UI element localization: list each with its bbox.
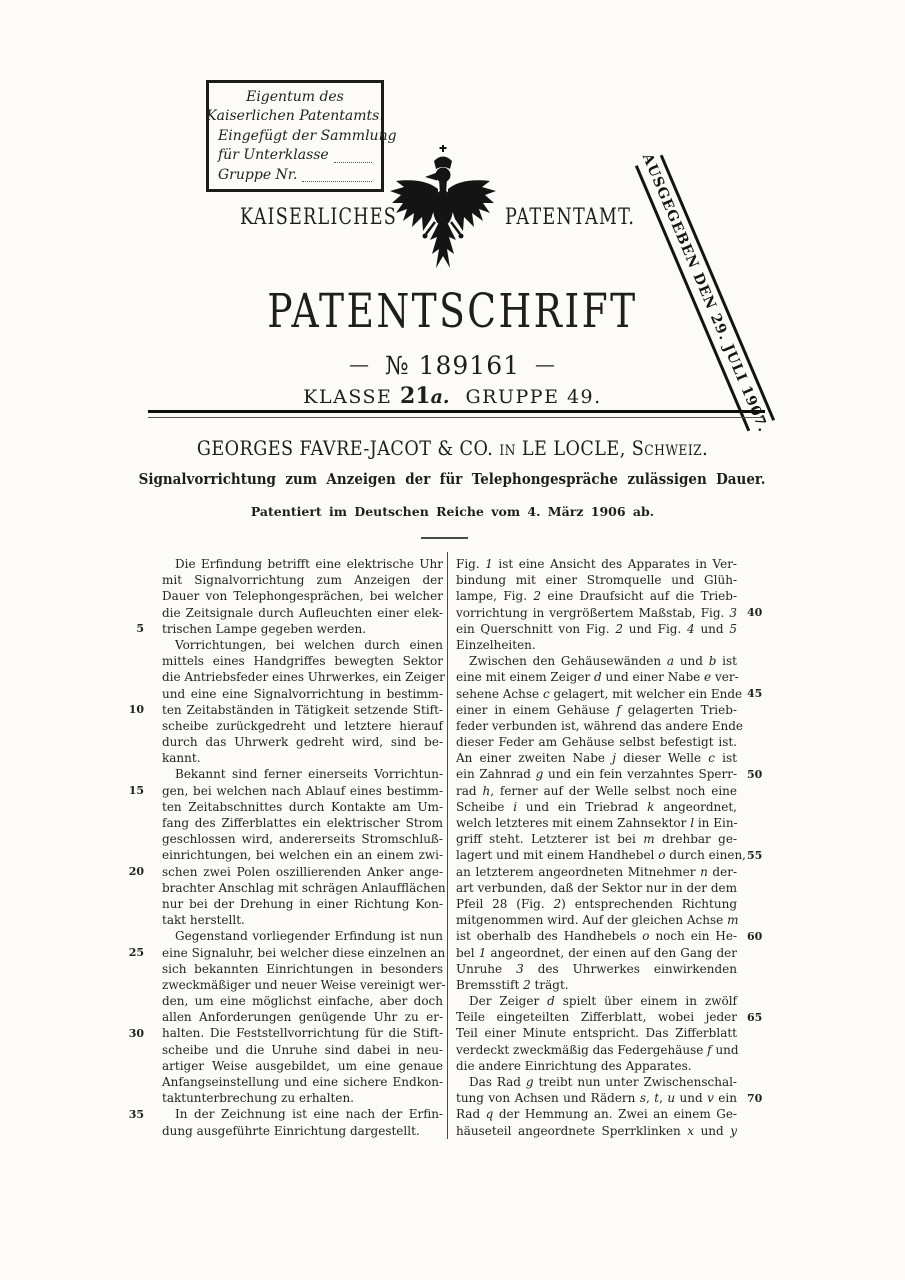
text-line: nur bei der Drehung in einer Richtung Kon- <box>162 896 443 911</box>
text-line: und eine eine Signalvorrichtung in bestimm- <box>162 686 443 701</box>
invention-title: Signalvorrichtung zum Anzeigen der für Telephongespräche zulässigen Dauer. <box>139 471 766 488</box>
text-line: ten Zeitabschnittes durch Kontakte am Um- <box>162 799 443 814</box>
text-line: gen, bei welchen nach Ablauf eines bestimm- <box>162 783 443 798</box>
right-column-text <box>456 556 746 1139</box>
text-line: einer in einem Gehäuse f gelagerten Trieb- <box>456 702 737 717</box>
text-line: Teil einer Minute entspricht. Das Zifferblatt <box>456 1026 737 1041</box>
text-line: Der Zeiger d spielt über einem in zwölf <box>469 994 738 1009</box>
klasse-label: KLASSE <box>303 386 393 408</box>
dotted-fill-line <box>334 162 372 163</box>
column-divider <box>447 552 448 1139</box>
text-line: taktunterbrechung zu erhalten. <box>162 1091 354 1106</box>
text-line: ein Querschnitt von Fig. 2 und Fig. 4 und 5 <box>456 621 737 636</box>
text-line: an letzterem angeordneten Mitnehmer n der- <box>456 864 737 879</box>
dotted-fill-line <box>302 181 372 182</box>
text-line: die Zeitsignale durch Aufleuchten einer elek- <box>162 605 443 620</box>
line-number: 45 <box>747 686 763 700</box>
line-number: 50 <box>747 767 763 781</box>
dash-right: — <box>535 352 557 376</box>
ownership-stamp-lines <box>206 88 397 185</box>
text-line: dieser Feder am Gehäuse selbst befestigt ist. <box>456 735 737 750</box>
line-number: 30 <box>128 1026 144 1040</box>
applicant-name: GEORGES FAVRE-JACOT & CO. <box>196 436 494 460</box>
text-line: Scheibe i und ein Triebrad k angeordnet, <box>456 799 737 814</box>
klasse-suffix: a. <box>430 386 450 408</box>
text-line: mittels eines Handgriffes bewegten Sektor <box>162 654 443 669</box>
text-line: allen Anforderungen genügende Uhr zu er- <box>162 1010 443 1025</box>
text-line: bel 1 angeordnet, der einen auf den Gang der <box>456 945 738 960</box>
text-line: scheibe zurückgedreht und letztere hierauf <box>162 718 443 733</box>
stamp-text-line: für Unterklasse <box>218 146 372 165</box>
line-number: 10 <box>128 702 144 716</box>
text-line: sich bekannten Einrichtungen in besonders <box>162 961 443 976</box>
text-line: eine Signaluhr, bei welcher diese einzelnen an <box>162 945 446 960</box>
patent-number-line <box>0 351 905 380</box>
text-line: brachter Anschlag mit schrägen Anlaufflächen <box>162 880 446 895</box>
text-line: ten Zeitabständen in Tätigkeit setzende Stift- <box>162 702 443 717</box>
class-group-line <box>0 383 905 409</box>
text-line: geschlossen wird, andererseits Stromschluß- <box>162 832 443 847</box>
text-line: mit Signalvorrichtung zum Anzeigen der <box>162 573 443 588</box>
text-line: Vorrichtungen, bei welchen durch einen <box>175 637 443 652</box>
issue-date-text: AUSGEGEBEN DEN 29. JULI 1907. <box>638 151 772 435</box>
text-line: sehene Achse c gelagert, mit welcher ein Ende <box>456 686 743 701</box>
patent-date-note: Patentiert im Deutschen Reiche vom 4. März 1906 ab. <box>250 504 655 519</box>
section-divider-dash <box>421 537 468 539</box>
right-line-numbers <box>747 556 779 1140</box>
text-line: zweckmäßiger und neuer Weise vereinigt wer- <box>162 977 446 992</box>
line-number: 5 <box>136 621 144 635</box>
text-line: Bremsstift 2 trägt. <box>456 977 569 992</box>
text-line: eine mit einem Zeiger d und einer Nabe e ver- <box>456 670 739 685</box>
dash-left: — <box>348 352 370 376</box>
text-line: dung ausgeführte Einrichtung dargestellt. <box>162 1123 420 1138</box>
line-number: 40 <box>747 605 763 619</box>
text-line: feder verbunden ist, während das andere Ende <box>456 718 744 733</box>
text-line: einrichtungen, bei welchen ein an einem zwi- <box>162 848 443 863</box>
gruppe-label: GRUPPE 49. <box>465 386 602 408</box>
imperial-eagle-icon <box>388 144 498 296</box>
text-line: artiger Weise ausgebildet, um eine genaue <box>162 1058 443 1073</box>
applicant-line <box>0 436 905 460</box>
text-line: häuseteil angeordnete Sperrklinken x und y <box>456 1123 737 1138</box>
text-line: welch letzteres mit einem Zahnsektor l in Ein- <box>456 816 738 830</box>
text-line: halten. Die Feststellvorrichtung für die Stift- <box>162 1026 443 1041</box>
text-line: Anfangseinstellung und eine sichere Endkon- <box>162 1075 443 1089</box>
header-right-label: PATENTAMT. <box>505 205 636 230</box>
text-line: bindung mit einer Stromquelle und Glüh- <box>456 573 737 588</box>
stamp-text-line: Eingefügt der Sammlung <box>218 127 397 144</box>
stamp-text-line: Kaiserlichen Patentamts. <box>206 108 384 125</box>
text-line: lampe, Fig. 2 eine Draufsicht auf die Trieb- <box>456 589 737 604</box>
text-line: tung von Achsen und Rädern s, t, u und v ein <box>456 1091 737 1106</box>
text-line: scheibe und die Unruhe sind dabei in neu- <box>162 1042 443 1057</box>
text-line: griff steht. Letzterer ist bei m drehbar ge- <box>456 832 737 847</box>
text-line: lagert und mit einem Handhebel o durch einen, <box>456 848 746 863</box>
text-line: die andere Einrichtung des Apparates. <box>456 1058 692 1073</box>
text-line: art verbunden, daß der Sektor nur in der dem <box>456 880 737 895</box>
text-line: ein Zahnrad g und ein fein verzahntes Sperr- <box>456 767 738 782</box>
header-right-text <box>505 205 668 230</box>
line-number: 20 <box>128 864 144 878</box>
text-line: den, um eine möglichst einfache, aber doch <box>162 994 443 1009</box>
text-line: Dauer von Telephongesprächen, bei welcher <box>162 589 443 604</box>
text-line: Fig. 1 ist eine Ansicht des Apparates in Ver- <box>456 557 737 571</box>
text-line: takt herstellt. <box>162 913 245 928</box>
text-line: verdeckt zweckmäßig das Federgehäuse f und <box>456 1042 739 1057</box>
line-number: 55 <box>747 848 763 862</box>
applicant-connector: in <box>499 436 516 460</box>
text-line: vorrichtung in vergrößertem Maßstab, Fig. 3 <box>456 605 737 620</box>
text-line: Zwischen den Gehäusewänden a und b ist <box>469 654 737 669</box>
text-line: die Antriebsfeder eines Uhrwerkes, ein Zeiger <box>162 670 445 685</box>
text-line: Einzelheiten. <box>456 637 536 652</box>
stamp-text-line: Gruppe Nr. <box>218 166 372 185</box>
text-line: Die Erfindung betrifft eine elektrische Uhr <box>175 557 443 571</box>
text-line: fang des Zifferblattes ein elektrischer Strom <box>162 816 443 830</box>
line-number: 35 <box>128 1107 144 1121</box>
text-line: trischen Lampe gegeben werden. <box>162 621 367 636</box>
header-left-label: KAISERLICHES <box>240 205 398 230</box>
text-line: Pfeil 28 (Fig. 2) entsprechenden Richtung <box>456 896 737 911</box>
applicant-place: LE LOCLE, <box>521 436 626 460</box>
text-line: Das Rad g treibt nun unter Zwischenschal- <box>469 1075 737 1089</box>
text-line: Unruhe 3 des Uhrwerkes einwirkenden <box>456 961 737 976</box>
line-number: 25 <box>128 945 144 959</box>
klasse-value: 21 <box>399 383 431 409</box>
text-line: kannt. <box>162 751 201 766</box>
ownership-stamp-box <box>206 80 397 192</box>
header-rule <box>148 410 765 418</box>
left-line-numbers <box>112 556 144 1140</box>
text-line: An einer zweiten Nabe j dieser Welle c ist <box>456 751 737 766</box>
left-column-text <box>162 556 446 1139</box>
text-line: schen zwei Polen oszillierenden Anker ange- <box>162 864 443 879</box>
text-line: Rad q der Hemmung an. Zwei an einem Ge- <box>456 1107 737 1122</box>
stamp-text-line: Eigentum des <box>246 89 344 105</box>
text-line: ist oberhalb des Handhebels o noch ein He- <box>456 929 737 944</box>
applicant-country: Schweiz. <box>631 436 709 460</box>
line-number: 60 <box>747 929 763 943</box>
text-line: rad h, ferner auf der Welle selbst noch eine <box>456 783 737 798</box>
text-line: durch das Uhrwerk gedreht wird, sind be- <box>162 735 443 750</box>
patent-number: № 189161 <box>384 351 521 380</box>
text-line: mitgenommen wird. Auf der gleichen Achse m <box>456 913 739 928</box>
line-number: 70 <box>747 1091 763 1105</box>
document-title: PATENTSCHRIFT <box>267 284 638 339</box>
text-line: Bekannt sind ferner einerseits Vorrichtun- <box>175 767 443 782</box>
line-number: 15 <box>128 783 144 797</box>
text-line: In der Zeichnung ist eine nach der Erfin- <box>175 1107 443 1122</box>
line-number: 65 <box>747 1010 763 1024</box>
text-line: Teile eingeteilten Zifferblatt, wobei jeder <box>456 1010 737 1025</box>
text-line: Gegenstand vorliegender Erfindung ist nun <box>175 929 443 944</box>
